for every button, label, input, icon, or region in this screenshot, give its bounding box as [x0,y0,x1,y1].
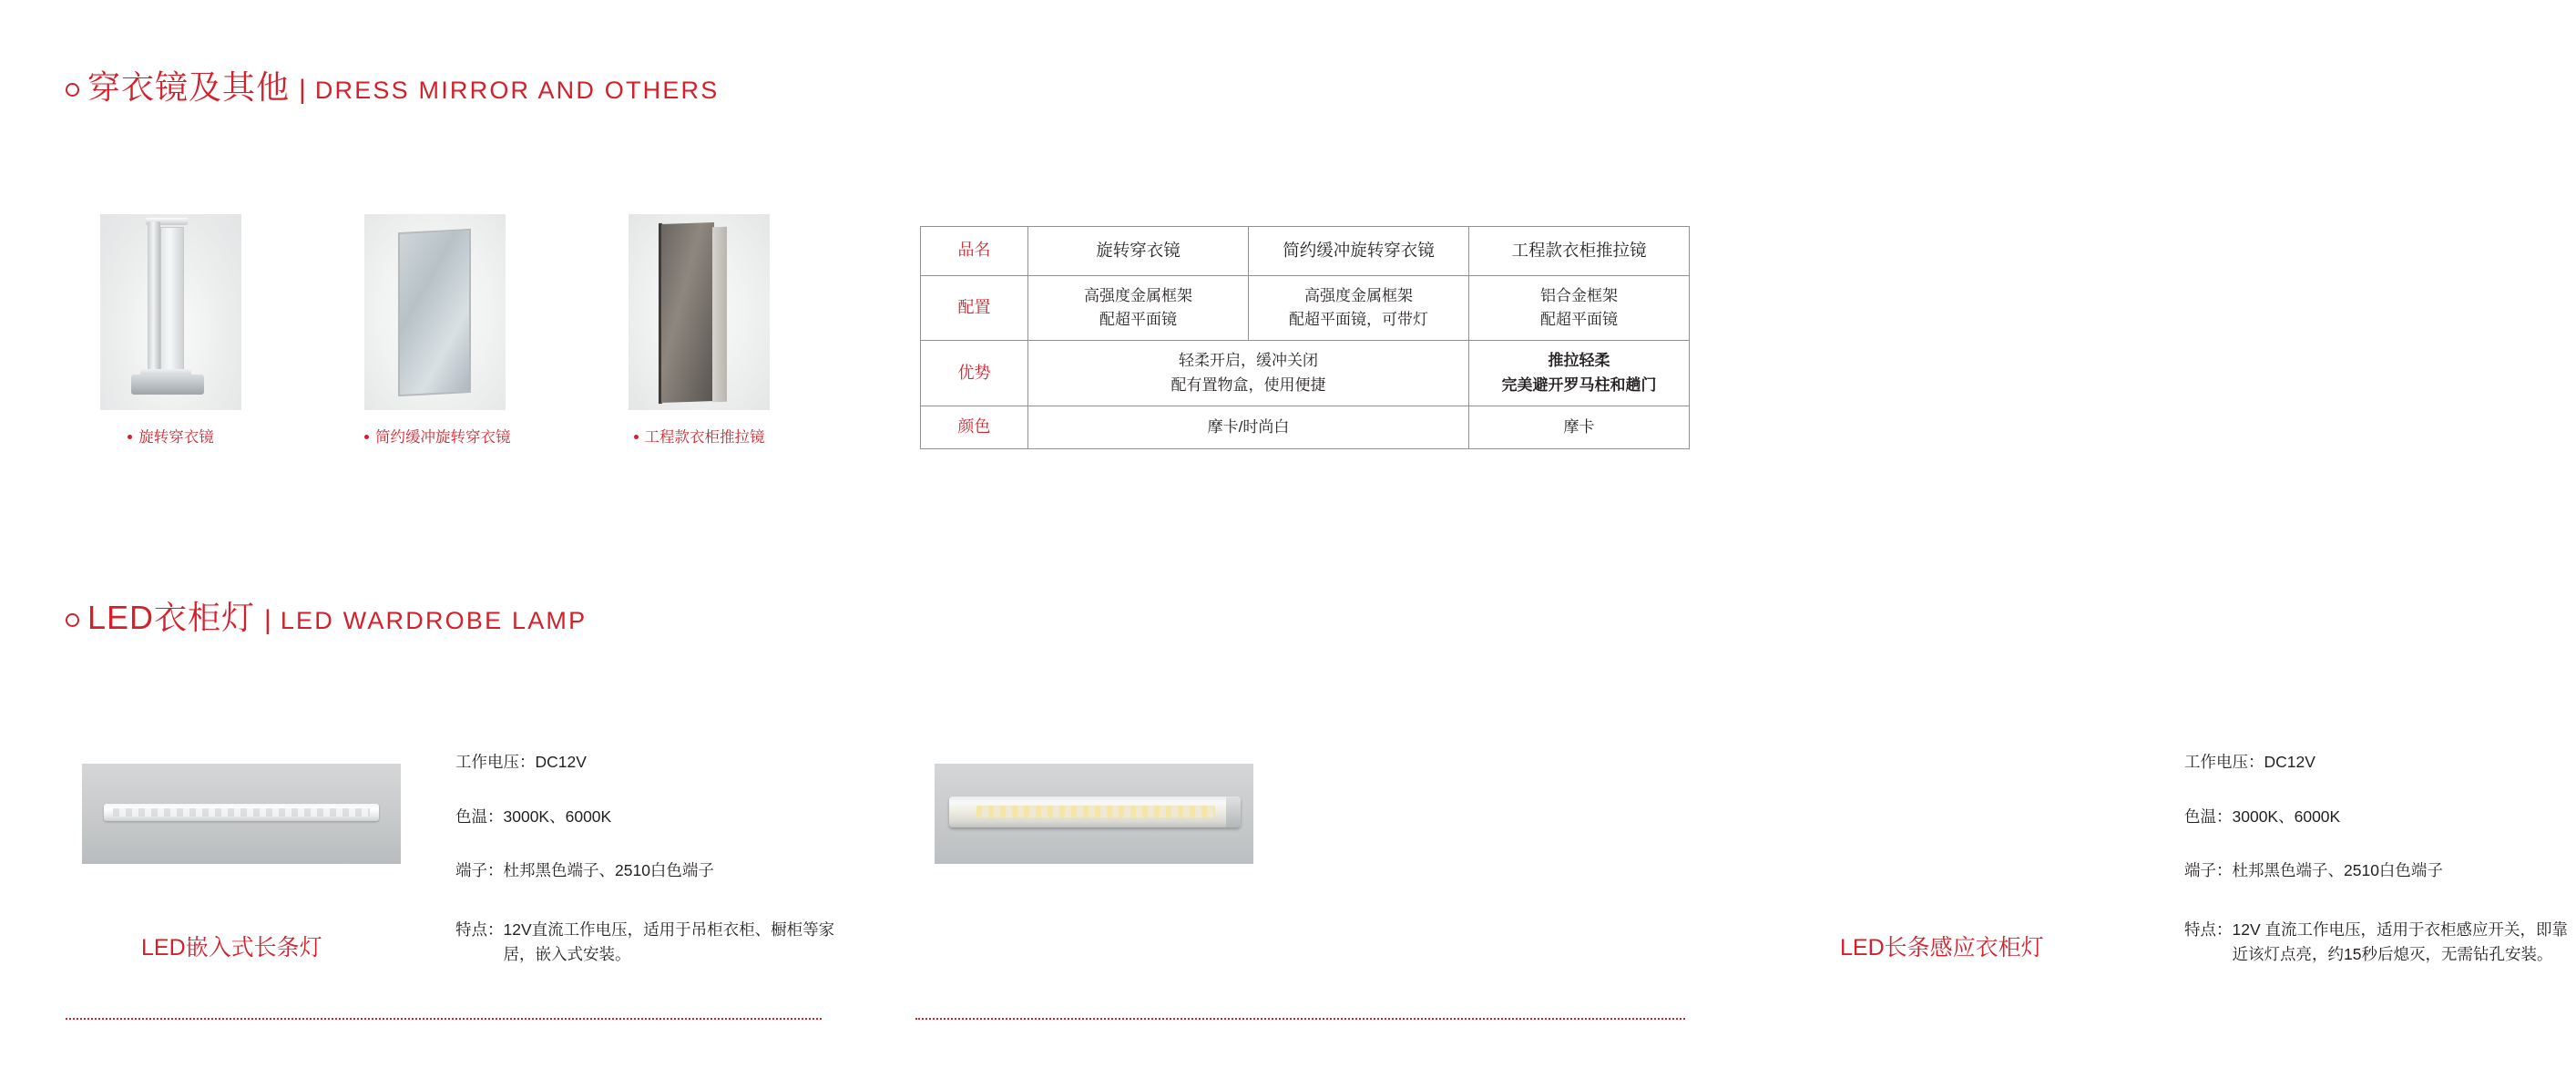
product-image-recessed-strip-lamp [82,764,401,864]
cell-product-name-3: 工程款衣柜推拉镜 [1469,227,1690,276]
ring-bullet-icon [66,613,79,627]
spec-feature-label: 特点： [455,919,504,939]
mirror-panel [398,229,471,396]
specification-table [920,226,1690,449]
cell-advantage-2: 推拉轻柔 完美避开罗马柱和趟门 [1469,341,1690,406]
product-caption-text: 旋转穿衣镜 [138,429,214,446]
product-caption [629,425,770,447]
section-heading-led-wardrobe-lamp [66,601,587,634]
row-header-configuration: 配置 [921,275,1028,341]
lamp-spec-list [2184,755,2576,967]
product-image-sliding-wardrobe-mirror [629,214,770,410]
product-card-simple-buffer-mirror [364,214,511,447]
spec-terminal: 端子：杜邦黑色端子、2510白色端子 [455,861,714,879]
product-image-simple-buffer-mirror [364,214,506,410]
product-caption-text: 工程款衣柜推拉镜 [644,429,765,446]
product-caption [100,425,241,447]
cell-color-1: 摩卡/时尚白 [1028,406,1469,449]
table-row [921,341,1690,406]
table-row [921,227,1690,276]
spec-terminal: 端子：杜邦黑色端子、2510白色端子 [2184,861,2443,879]
spec-color-temperature: 色温：3000K、6000K [455,806,612,826]
cell-configuration-1: 高强度金属框架 配超平面镜 [1028,275,1249,341]
row-header-color: 颜色 [921,406,1028,449]
lamp-spec-list [455,755,838,967]
mirror-post [148,221,160,382]
product-card-sliding-wardrobe-mirror [629,214,770,447]
cell-configuration-2: 高强度金属框架 配超平面镜，可带灯 [1249,275,1469,341]
section-title-separator: | [264,605,271,635]
section-title-en: LED WARDROBE LAMP [280,607,588,634]
product-caption-text: 简约缓冲旋转穿衣镜 [375,429,511,446]
lamp-bar-leds [976,806,1215,817]
spec-voltage: 工作电压：DC12V [455,753,587,771]
product-card-rotating-mirror [100,214,241,447]
cell-configuration-3: 铝合金框架 配超平面镜 [1469,275,1690,341]
lamp-end-cap-right [1226,796,1241,827]
product-image-rotating-mirror [100,214,241,410]
table-row [921,406,1690,449]
spec-feature-text: 12V直流工作电压，适用于吊柜衣柜、橱柜等家居，嵌入式安装。 [503,919,835,963]
lamp-title: LED长条感应衣柜灯 [1840,935,2044,961]
section-title-cn: LED衣柜灯 [87,599,256,636]
cell-color-2: 摩卡 [1469,406,1690,449]
mirror-glass [160,227,184,380]
cell-advantage-1: 轻柔开启，缓冲关闭 配有置物盒，使用便捷 [1028,341,1469,406]
lamp-bar [104,804,379,821]
lamp-bar [949,796,1241,827]
mirror-base [131,375,204,395]
spec-feature [2184,918,2576,967]
section-title-en: DRESS MIRROR AND OTHERS [314,77,720,104]
mirror-dark-panel [661,222,714,403]
row-header-product-name: 品名 [921,227,1028,276]
cell-product-name-1: 旋转穿衣镜 [1028,227,1249,276]
divider-left [66,1018,822,1020]
caption-dot-icon [364,435,369,439]
caption-dot-icon [634,435,639,439]
spec-feature [455,918,838,967]
table-row [921,275,1690,341]
spec-voltage: 工作电压：DC12V [2184,753,2315,771]
product-caption [364,425,511,447]
row-header-advantage: 优势 [921,341,1028,406]
caption-dot-icon [128,435,132,439]
ring-bullet-icon [66,83,79,97]
cell-product-name-2: 简约缓冲旋转穿衣镜 [1249,227,1469,276]
divider-right [915,1018,1685,1020]
product-image-sensor-strip-lamp [935,764,1253,864]
spec-feature-text: 12V 直流工作电压，适用于衣柜感应开关，即靠近该灯点亮，约15秒后熄灭，无需钻孔安装。 [2232,919,2568,963]
lamp-bar-leds [113,808,370,817]
section-heading-dress-mirror [66,68,720,106]
spec-color-temperature: 色温：3000K、6000K [2184,806,2341,826]
lamp-title: LED嵌入式长条灯 [141,935,322,961]
section-title-cn: 穿衣镜及其他 [87,68,291,106]
spec-feature-label: 特点： [2184,919,2233,939]
section-title-separator: | [299,75,306,105]
mirror-side-panel [712,227,727,403]
